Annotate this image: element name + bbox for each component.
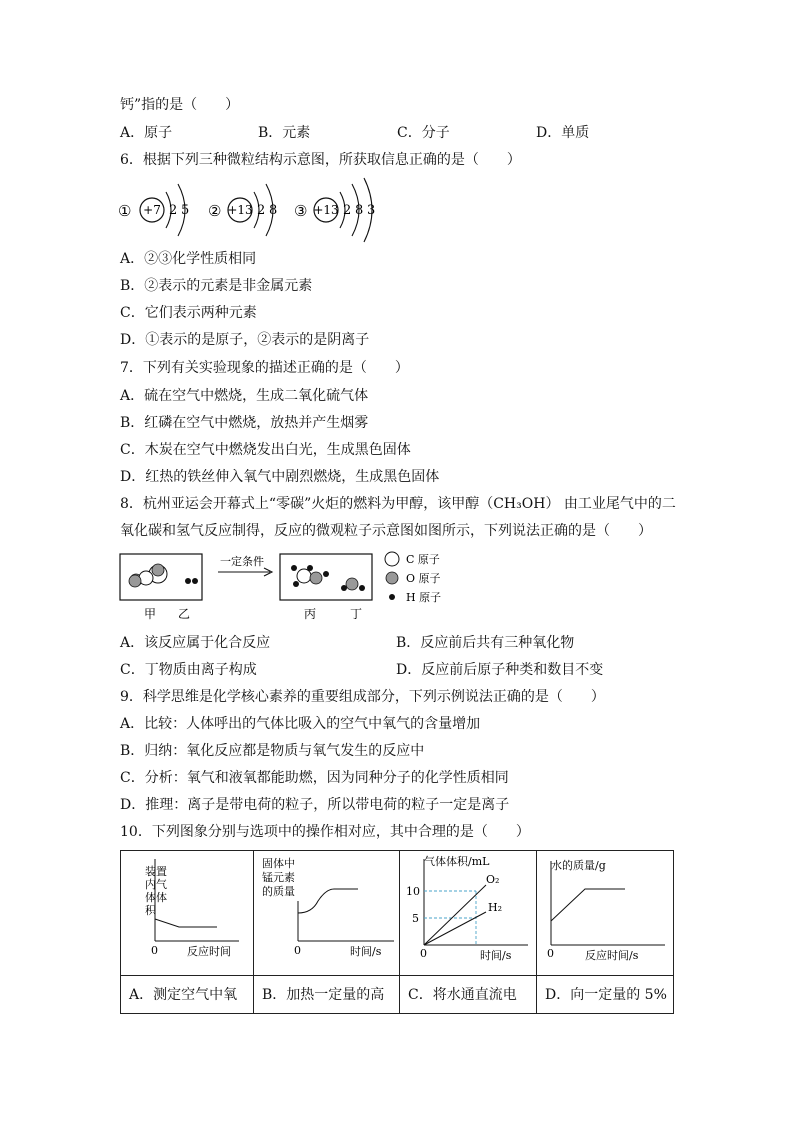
q7-option-a: A．硫在空气中燃烧，生成二氧化硫气体 <box>120 388 369 404</box>
graph-a-curve <box>155 919 217 927</box>
atom-1-nucleus: +7 <box>143 203 161 217</box>
graph-a-caption: A．测定空气中氧 <box>121 975 254 1013</box>
atom-3-nucleus: +13 <box>313 203 339 217</box>
legend-h: H 原子 <box>406 591 442 604</box>
q8-option-b: B．反应前后共有三种氧化物 <box>396 635 575 651</box>
q7-option-b: B．红磷在空气中燃烧，放热并产生烟雾 <box>120 415 369 431</box>
atom-diagram-2 <box>208 184 277 236</box>
q6-option-c: C．它们表示两种元素 <box>120 305 257 321</box>
q8-option-a: A．该反应属于化合反应 <box>120 635 271 651</box>
q9-stem: 9．科学思维是化学核心素养的重要组成部分，下列示例说法正确的是（ ） <box>120 689 605 705</box>
graph-d-curve <box>551 889 625 921</box>
q6-option-a: A．②③化学性质相同 <box>120 251 257 267</box>
atom-diagram-1 <box>118 184 189 236</box>
q8-option-c: C．丁物质由离子构成 <box>120 662 257 678</box>
atom-diagram-3 <box>294 178 375 242</box>
q6-option-d: D．①表示的是原子，②表示的是阴离子 <box>120 332 370 348</box>
graph-b-ylabel-1: 固体中 <box>262 857 295 870</box>
graph-c-caption: C．将水通直流电 <box>400 975 537 1013</box>
graph-c-cell <box>400 851 537 975</box>
graph-c-ylabel: 气体体积/mL <box>424 855 490 868</box>
graph-d-origin: 0 <box>547 947 554 960</box>
graph-a-cell <box>121 851 254 975</box>
legend-c: C 原子 <box>406 553 440 566</box>
q9-option-a: A．比较：人体呼出的气体比吸入的空气中氧气的含量增加 <box>120 716 481 732</box>
graph-c-series-h2: H₂ <box>488 901 503 914</box>
atom-3-shell-2: 8 <box>355 203 364 218</box>
atom-2-shell-1: 2 <box>257 203 266 218</box>
graph-d-caption: D．向一定量的 5% <box>537 975 673 1013</box>
atom-structure-diagrams <box>116 176 536 246</box>
methanol-molecule <box>291 565 329 587</box>
q9-option-d: D．推理：离子是带电荷的粒子，所以带电荷的粒子一定是离子 <box>120 797 510 813</box>
q8-stem-line-2: 氧化碳和氢气反应制得，反应的微观粒子示意图如图所示，下列说法正确的是（ ） <box>120 523 652 539</box>
graph-b-cell <box>254 851 400 975</box>
graph-b-origin: 0 <box>294 944 301 957</box>
graph-c-tick-5: 5 <box>412 912 419 925</box>
graph-b-ylabel-3: 的质量 <box>262 885 295 898</box>
q7-option-c: C．木炭在空气中燃烧发出白光，生成黑色固体 <box>120 442 411 458</box>
q7-option-d: D．红热的铁丝伸入氧气中剧烈燃烧，生成黑色固体 <box>120 469 440 485</box>
graph-a-ylabel-2: 内气 <box>145 878 167 891</box>
h2-molecule <box>185 578 198 584</box>
graph-c-tick-10: 10 <box>406 885 420 898</box>
q9-option-c: C．分析：氧气和液氧都能助燃，因为同种分子的化学性质相同 <box>120 770 509 786</box>
atom-2-number: ② <box>208 202 222 220</box>
graph-c-origin: 0 <box>420 947 427 960</box>
q5-option-a: A．原子 <box>120 125 173 141</box>
q6-option-b: B．②表示的元素是非金属元素 <box>120 278 313 294</box>
label-yi: 乙 <box>178 607 191 621</box>
atom-3-shell-1: 2 <box>343 203 352 218</box>
atom-2-shell-2: 8 <box>269 203 278 218</box>
graph-a-ylabel-1: 装置 <box>145 865 167 878</box>
graph-b-ylabel-2: 锰元素 <box>262 871 295 884</box>
atom-1-shell-2: 5 <box>181 203 190 218</box>
graph-d-xlabel: 反应时间/s <box>585 949 639 962</box>
atom-2-nucleus: +13 <box>227 203 253 217</box>
atom-legend <box>382 550 502 610</box>
atom-3-shell-3: 3 <box>367 203 376 218</box>
q10-stem: 10．下列图象分别与选项中的操作相对应，其中合理的是（ ） <box>120 824 530 840</box>
legend-o: O 原子 <box>406 572 441 585</box>
q9-option-b: B．归纳：氧化反应都是物质与氧气发生的反应中 <box>120 743 425 759</box>
graph-c-h2-line <box>424 912 486 945</box>
atom-3-number: ③ <box>294 202 308 220</box>
graph-c-xlabel: 时间/s <box>480 949 512 962</box>
q6-stem: 6．根据下列三种微粒结构示意图，所获取信息正确的是（ ） <box>120 152 521 168</box>
label-ding: 丁 <box>350 607 363 621</box>
graph-c <box>400 851 537 975</box>
graph-a-ylabel-3: 体体 <box>145 891 167 904</box>
reaction-condition: 一定条件 <box>220 555 264 568</box>
graph-a-origin: 0 <box>151 944 158 957</box>
q5-option-c: C．分子 <box>397 125 450 141</box>
graph-a <box>121 851 254 975</box>
label-bing: 丙 <box>304 607 317 621</box>
graph-a-ylabel-4: 积 <box>145 904 156 917</box>
q7-stem: 7．下列有关实验现象的描述正确的是（ ） <box>120 360 409 376</box>
atom-1-number: ① <box>118 202 132 220</box>
graph-c-series-o2: O₂ <box>486 873 500 886</box>
graph-d <box>537 851 674 975</box>
label-jia: 甲 <box>144 607 157 621</box>
q5-stem-tail: 钙”指的是（ ） <box>120 97 240 113</box>
graph-c-o2-line <box>424 885 486 945</box>
q5-option-b: B．元素 <box>258 125 311 141</box>
graph-b-caption: B．加热一定量的高 <box>254 975 400 1013</box>
graph-options-table <box>120 850 674 1014</box>
graph-d-cell <box>537 851 674 975</box>
graph-b-curve <box>298 889 358 913</box>
graph-a-xlabel: 反应时间 <box>187 945 231 958</box>
atom-1-shell-1: 2 <box>169 203 178 218</box>
graph-b-xlabel: 时间/s <box>350 945 382 958</box>
q8-option-d: D．反应前后原子种类和数目不变 <box>396 662 604 678</box>
q8-stem-line-1: 8．杭州亚运会开幕式上“零碳”火炬的燃料为甲醇，该甲醇（CH₃OH） 由工业尾气中的二 <box>120 496 676 512</box>
graph-b <box>254 851 400 975</box>
water-molecule <box>341 578 365 591</box>
q5-option-d: D．单质 <box>536 125 590 141</box>
graph-d-ylabel: 水的质量/g <box>551 859 606 872</box>
